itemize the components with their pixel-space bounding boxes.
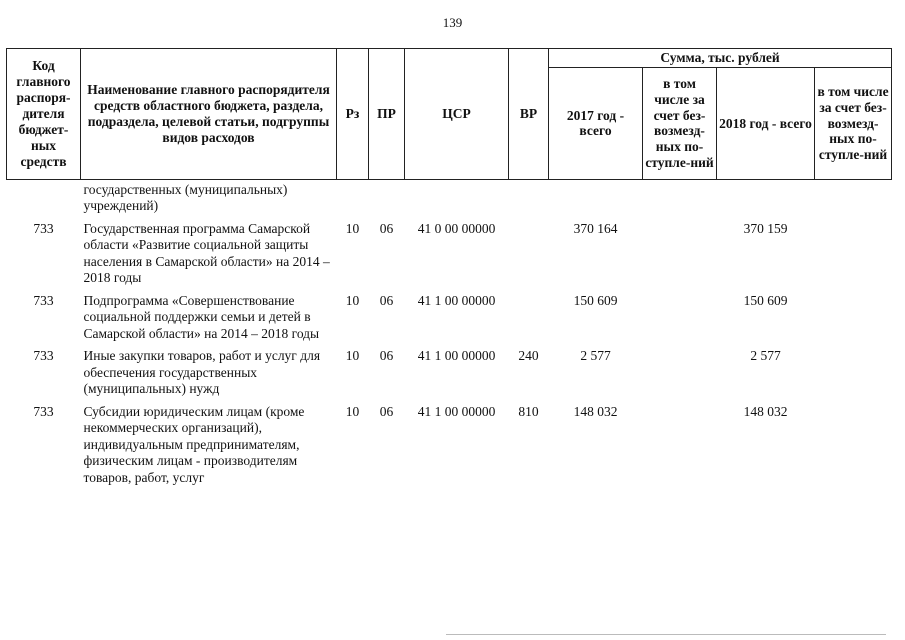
header-2018-total: 2018 год - всего: [717, 67, 815, 179]
row-vr: 810: [518, 403, 539, 419]
row-2018-total: 148 032: [743, 403, 788, 419]
header-name: Наименование главного распорядителя средств областного бюджета, раздела, подраздела, целевой статьи, подгруппы видов расходов: [81, 49, 337, 180]
row-name: Подпрограмма «Совершенствование социальной поддержки семьи и детей в Самарской области» на 2014 – 2018 годы: [83, 292, 320, 341]
table-row: [7, 287, 892, 342]
row-csr: 41 1 00 00000: [417, 403, 496, 419]
row-pr: 06: [379, 292, 394, 308]
row-vr: [509, 287, 549, 342]
header-code: Код главного распоря-дителя бюджет-ных средств: [7, 49, 81, 180]
row-csr: 41 1 00 00000: [417, 292, 496, 308]
row-csr: 41 1 00 00000: [417, 348, 496, 364]
row-2017-grants: [643, 215, 717, 287]
continuation-text: государственных (муниципальных) учреждений): [83, 182, 288, 214]
row-2017-total: 370 164: [573, 220, 618, 236]
row-vr: [509, 215, 549, 287]
budget-table: [6, 48, 892, 486]
table-header: [7, 49, 892, 180]
table-row: [7, 342, 892, 397]
row-2018-total: 2 577: [750, 348, 781, 364]
row-rz: 10: [345, 403, 360, 419]
row-2017-grants: [643, 342, 717, 397]
row-name: Государственная программа Самарской области «Развитие социальной защиты населения в Самарской области» на 2014 – 2018 годы: [83, 220, 330, 286]
table-body: [7, 180, 892, 486]
page-number: 139: [442, 15, 463, 30]
header-rz: Рз: [337, 49, 369, 180]
row-2018-grants: [815, 287, 892, 342]
row-rz: 10: [345, 348, 360, 364]
row-code: 733: [33, 292, 54, 308]
row-code: 733: [33, 220, 54, 236]
row-pr: 06: [379, 403, 394, 419]
table-row: [7, 215, 892, 287]
footer-rule: [446, 634, 886, 635]
header-pr: ПР: [369, 49, 405, 180]
row-name: Субсидии юридическим лицам (кроме некоммерческих организаций), индивидуальным предпринимателям, физическим лицам - производителям товаров, работ, услуг: [83, 403, 305, 485]
row-2018-total: 370 159: [743, 220, 788, 236]
row-pr: 06: [379, 220, 394, 236]
row-vr: 240: [518, 348, 539, 364]
row-2017-grants: [643, 287, 717, 342]
header-sum-group: Сумма, тыс. рублей: [549, 49, 892, 68]
row-2018-grants: [815, 215, 892, 287]
row-pr: 06: [379, 348, 394, 364]
row-code: 733: [33, 348, 54, 364]
row-2017-total: 150 609: [573, 292, 618, 308]
header-vr: ВР: [509, 49, 549, 180]
row-csr: 41 0 00 00000: [417, 220, 496, 236]
row-name: Иные закупки товаров, работ и услуг для обеспечения государственных (муниципальных) нужд: [83, 348, 321, 397]
row-2018-total: 150 609: [743, 292, 788, 308]
row-2018-grants: [815, 342, 892, 397]
continuation-row: [7, 180, 892, 215]
header-2017-total: 2017 год - всего: [549, 67, 643, 179]
row-2017-total: 148 032: [573, 403, 618, 419]
header-csr: ЦСР: [405, 49, 509, 180]
header-2018-grants: в том числе за счет без-возмезд-ных по-ступле-ний: [815, 67, 892, 179]
row-rz: 10: [345, 292, 360, 308]
header-2017-grants: в том числе за счет без-возмезд-ных по-ступле-ний: [643, 67, 717, 179]
row-2017-total: 2 577: [580, 348, 611, 364]
row-rz: 10: [345, 220, 360, 236]
row-code: 733: [33, 403, 54, 419]
row-2017-grants: [643, 398, 717, 486]
table-row: [7, 398, 892, 486]
row-2018-grants: [815, 398, 892, 486]
